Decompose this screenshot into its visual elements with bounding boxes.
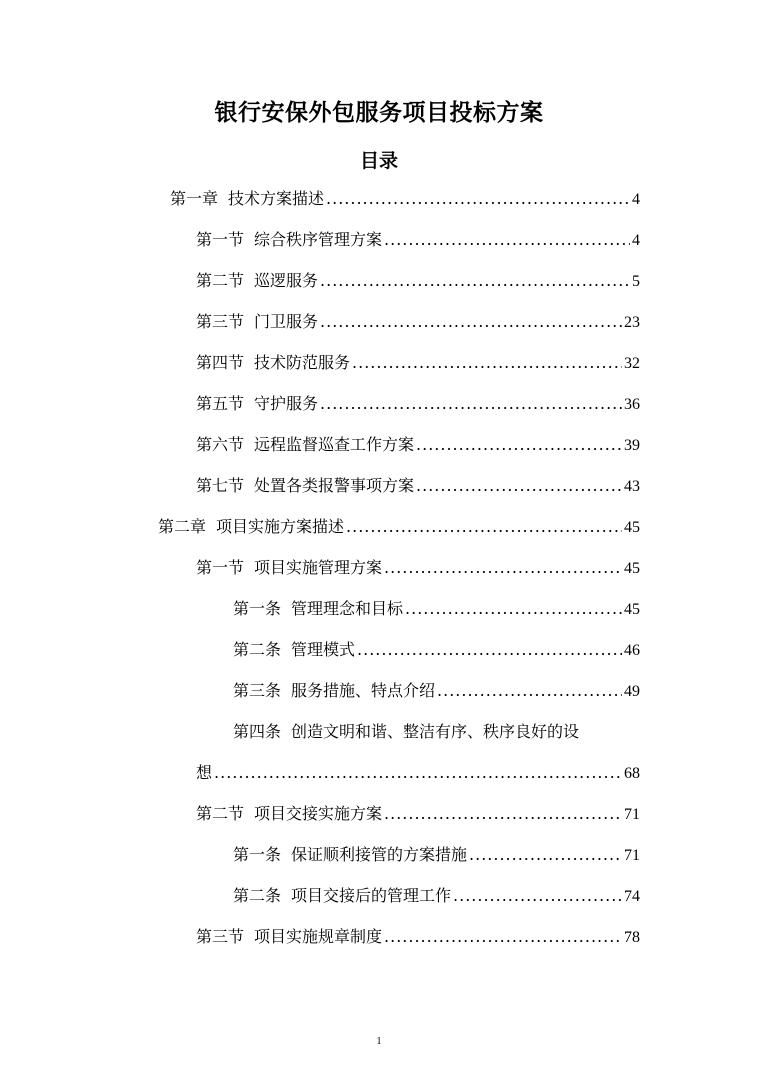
toc-entry-section[interactable] (0, 551, 758, 585)
toc-entry-prefix: 第四节 (196, 353, 245, 372)
toc-entry-label: 项目交接后的管理工作 (291, 886, 452, 905)
toc-entry-page: 36 (624, 396, 640, 413)
toc-dot-leader (384, 797, 622, 831)
toc-entry-page: 5 (632, 273, 640, 290)
toc-dot-leader (320, 305, 622, 339)
toc-entry-label: 创造文明和谐、整洁有序、秩序良好的设 (291, 722, 580, 741)
toc-entry-prefix: 第一节 (196, 558, 245, 577)
toc-entry-chapter[interactable] (0, 182, 758, 216)
toc-entry-label: 项目交接实施方案 (254, 804, 383, 823)
toc-entry-article[interactable] (0, 838, 758, 872)
toc-entry-page: 45 (624, 519, 640, 536)
toc-dot-leader (326, 182, 630, 216)
toc-entry-label: 技术方案描述 (228, 189, 325, 208)
toc-dot-leader (405, 592, 622, 626)
toc-entry-section[interactable] (0, 346, 758, 380)
toc-entry-article[interactable] (0, 592, 758, 626)
toc-entry-label: 综合秩序管理方案 (254, 230, 383, 249)
toc-entry-prefix: 第三节 (196, 927, 245, 946)
toc-entry-prefix: 第七节 (196, 476, 245, 495)
toc-entry-page: 39 (624, 437, 640, 454)
toc-entry-prefix: 第二条 (233, 886, 282, 905)
toc-entry-section[interactable] (0, 469, 758, 503)
toc-entry-label: 守护服务 (254, 394, 319, 413)
toc-entry-label: 管理模式 (291, 640, 356, 659)
toc-entry-label: 远程监督巡查工作方案 (254, 435, 415, 454)
toc-entry-section[interactable] (0, 920, 758, 954)
toc-dot-leader (384, 551, 622, 585)
toc-dot-leader (416, 428, 622, 462)
toc-entry-prefix: 第一章 (170, 189, 219, 208)
toc-entry-prefix: 第一条 (233, 599, 282, 618)
toc-dot-leader (416, 469, 622, 503)
toc-entry-page: 78 (624, 929, 640, 946)
toc-entry-label: 处置各类报警事项方案 (254, 476, 415, 495)
toc-entry-page: 23 (624, 314, 640, 331)
toc-entry-prefix: 第一条 (233, 845, 282, 864)
toc-entry-section[interactable] (0, 387, 758, 421)
toc-dot-leader (346, 510, 622, 544)
toc-dot-leader (469, 838, 622, 872)
toc-entry-label: 项目实施管理方案 (254, 558, 383, 577)
toc-entry-chapter[interactable] (0, 510, 758, 544)
toc-entry-label: 服务措施、特点介绍 (291, 681, 436, 700)
toc-entry-prefix: 第二章 (158, 517, 207, 536)
toc-entry-label: 技术防范服务 (254, 353, 351, 372)
toc-entry-page: 32 (624, 355, 640, 372)
document-title: 银行安保外包服务项目投标方案 (214, 100, 544, 126)
toc-entry-page: 68 (624, 765, 640, 782)
toc-entry-page: 46 (624, 642, 640, 659)
toc-entry-page: 4 (632, 191, 640, 208)
toc-dot-leader (357, 633, 622, 667)
toc-dot-leader (352, 346, 622, 380)
toc-entry-section[interactable] (0, 428, 758, 462)
toc-dot-leader (453, 879, 622, 913)
toc-entry-page: 71 (624, 806, 640, 823)
toc-heading: 目录 (359, 150, 398, 172)
toc-dot-leader (320, 387, 622, 421)
toc-entry-section[interactable] (0, 223, 758, 257)
toc-entry-label: 保证顺利接管的方案措施 (291, 845, 468, 864)
toc-entry-section[interactable] (0, 264, 758, 298)
toc-dot-leader (320, 264, 630, 298)
toc-dot-leader (214, 756, 622, 790)
toc-entry-label: 管理理念和目标 (291, 599, 404, 618)
toc-entry-prefix: 第二条 (233, 640, 282, 659)
toc-dot-leader (384, 223, 630, 257)
toc-entry-page: 74 (624, 888, 640, 905)
toc-entry-article[interactable] (0, 633, 758, 667)
toc-entry-article[interactable] (0, 715, 758, 791)
toc-entry-label: 巡逻服务 (254, 271, 319, 290)
toc-dot-leader (384, 920, 622, 954)
toc-entry-prefix: 第六节 (196, 435, 245, 454)
toc-entry-page: 43 (624, 478, 640, 495)
toc-entry-page: 71 (624, 847, 640, 864)
toc-entry-page: 45 (624, 601, 640, 618)
toc-entry-prefix: 第三条 (233, 681, 282, 700)
toc-entry-article[interactable] (0, 879, 758, 913)
toc-entry-label: 项目实施方案描述 (216, 517, 345, 536)
toc-entry-page: 49 (624, 683, 640, 700)
toc-entry-prefix: 第二节 (196, 804, 245, 823)
toc-entry-section[interactable] (0, 305, 758, 339)
toc-entry-prefix: 第三节 (196, 312, 245, 331)
toc-entry-page: 4 (632, 232, 640, 249)
toc-entry-article[interactable] (0, 674, 758, 708)
toc-dot-leader (437, 674, 622, 708)
toc-entry-prefix: 第二节 (196, 271, 245, 290)
toc-entry-section[interactable] (0, 797, 758, 831)
toc-entry-prefix: 第五节 (196, 394, 245, 413)
toc-entry-prefix: 第四条 (233, 722, 282, 741)
toc-entry-label: 项目实施规章制度 (254, 927, 383, 946)
toc-entry-prefix: 第一节 (196, 230, 245, 249)
toc-entry-page: 45 (624, 560, 640, 577)
toc-entry-label-continuation: 想 (196, 763, 213, 782)
page-number: 1 (376, 1036, 382, 1047)
toc-entry-label: 门卫服务 (254, 312, 319, 331)
